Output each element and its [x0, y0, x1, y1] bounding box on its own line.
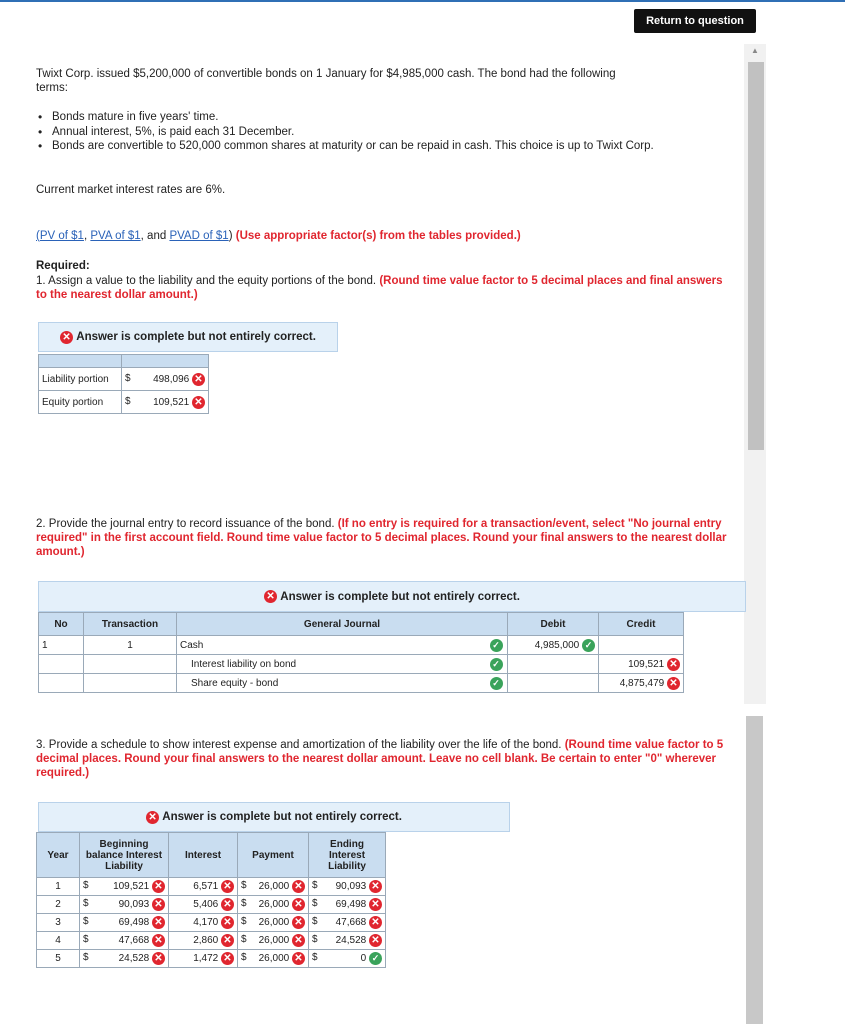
x-circle-icon: ✕ [146, 811, 159, 824]
x-circle-icon: ✕ [152, 916, 165, 929]
liability-portion-label: Liability portion [39, 368, 122, 391]
terms-list [36, 110, 756, 154]
beginning-value[interactable]: 90,093 [118, 899, 150, 911]
table-row [39, 636, 684, 655]
currency-symbol: $ [83, 952, 89, 963]
list-item: • Bonds mature in five years' time. [50, 110, 756, 125]
account-select[interactable]: Cash [177, 636, 486, 655]
payment-cell[interactable] [238, 950, 309, 968]
credit-value[interactable]: 4,875,479 [619, 677, 665, 689]
x-circle-icon: ✕ [264, 590, 277, 603]
table-row [37, 896, 386, 914]
check-circle-icon: ✓ [490, 677, 503, 690]
x-circle-icon: ✕ [369, 916, 382, 929]
ending-value[interactable]: 90,093 [335, 881, 367, 893]
ending-cell[interactable] [309, 932, 386, 950]
payment-value[interactable]: 26,000 [258, 953, 290, 965]
payment-value[interactable]: 26,000 [258, 881, 290, 893]
currency-symbol: $ [312, 916, 318, 927]
interest-value[interactable]: 4,170 [193, 917, 219, 929]
x-circle-icon: ✕ [192, 396, 205, 409]
table-header-cell [39, 355, 122, 368]
required-heading: Required: [36, 260, 90, 272]
link-separator: , and [140, 230, 170, 242]
amortization-schedule-table [36, 832, 386, 968]
beginning-cell[interactable] [80, 896, 169, 914]
top-border [0, 0, 845, 2]
question-2-text: 2. Provide the journal entry to record issuance of the bond. [36, 518, 335, 530]
answer-status-banner-3 [38, 802, 510, 832]
col-header-beginning-balance: Beginning balance Interest Liability [80, 833, 169, 878]
x-circle-icon: ✕ [292, 880, 305, 893]
transaction-number: 1 [84, 636, 177, 655]
return-to-question-button[interactable]: Return to question [634, 9, 756, 33]
banner-text: Answer is complete but not entirely correct. [280, 590, 520, 603]
col-header-credit: Credit [599, 613, 684, 636]
x-circle-icon: ✕ [192, 373, 205, 386]
x-circle-icon: ✕ [369, 898, 382, 911]
interest-value[interactable]: 5,406 [193, 899, 219, 911]
currency-symbol: $ [83, 916, 89, 927]
currency-symbol: $ [241, 916, 247, 927]
pva-of-1-link[interactable]: PVA of $1 [90, 230, 141, 242]
table-row [37, 914, 386, 932]
equity-portion-label: Equity portion [39, 391, 122, 414]
beginning-cell[interactable] [80, 878, 169, 896]
journal-entry-table [38, 612, 684, 693]
interest-cell[interactable] [169, 896, 238, 914]
table-row [37, 932, 386, 950]
liability-portion-value[interactable]: 498,096 [153, 373, 190, 385]
question-3 [36, 738, 736, 780]
market-rate-text: Current market interest rates are 6%. [36, 184, 226, 196]
table-header-cell [122, 355, 209, 368]
currency-symbol: $ [125, 395, 131, 407]
scrollbar-thumb-lower[interactable] [746, 716, 763, 1024]
pvad-of-1-link[interactable]: PVAD of $1 [169, 230, 229, 242]
link-close-paren: ) [228, 230, 233, 242]
list-item: • Annual interest, 5%, is paid each 31 December. [50, 125, 756, 140]
table-row [39, 391, 209, 414]
year-cell: 1 [37, 878, 80, 896]
currency-symbol: $ [312, 934, 318, 945]
year-cell: 3 [37, 914, 80, 932]
interest-cell[interactable] [169, 932, 238, 950]
x-circle-icon: ✕ [152, 952, 165, 965]
x-circle-icon: ✕ [667, 677, 680, 690]
factor-tables-links [36, 229, 736, 243]
currency-symbol: $ [125, 372, 131, 384]
table-row [37, 950, 386, 968]
debit-cell[interactable] [508, 655, 599, 674]
payment-cell[interactable] [238, 932, 309, 950]
currency-symbol: $ [83, 880, 89, 891]
x-circle-icon: ✕ [369, 934, 382, 947]
debit-cell[interactable] [508, 674, 599, 693]
beginning-cell[interactable] [80, 950, 169, 968]
question-2 [36, 517, 736, 559]
table-row [37, 878, 386, 896]
credit-cell[interactable] [599, 636, 684, 655]
payment-value[interactable]: 26,000 [258, 917, 290, 929]
currency-symbol: $ [312, 952, 318, 963]
col-header-ending-balance: Ending Interest Liability [309, 833, 386, 878]
account-status [485, 655, 508, 674]
question-3-text: 3. Provide a schedule to show interest expense and amortization of the liability over the life of the bond. [36, 739, 562, 751]
col-header-interest: Interest [169, 833, 238, 878]
intro-line-2: terms: [36, 82, 68, 94]
beginning-value[interactable]: 24,528 [118, 953, 150, 965]
interest-value[interactable]: 1,472 [193, 953, 219, 965]
entry-number-empty [39, 674, 84, 693]
x-circle-icon: ✕ [292, 916, 305, 929]
portion-values-table [38, 354, 209, 414]
col-header-general-journal: General Journal [177, 613, 508, 636]
credit-cell[interactable] [599, 655, 684, 674]
debit-value[interactable]: 4,985,000 [534, 639, 580, 651]
equity-portion-cell[interactable] [122, 391, 209, 414]
currency-symbol: $ [312, 898, 318, 909]
payment-cell[interactable] [238, 896, 309, 914]
col-header-no: No [39, 613, 84, 636]
payment-cell[interactable] [238, 878, 309, 896]
account-select[interactable]: Share equity - bond [177, 674, 486, 693]
currency-symbol: $ [312, 880, 318, 891]
transaction-number-empty [84, 674, 177, 693]
ending-value[interactable]: 69,498 [335, 899, 367, 911]
x-circle-icon: ✕ [292, 898, 305, 911]
transaction-number-empty [84, 655, 177, 674]
factor-tables-note: (Use appropriate factor(s) from the tables provided.) [235, 230, 521, 242]
question-1 [36, 274, 736, 302]
col-header-payment: Payment [238, 833, 309, 878]
year-cell: 5 [37, 950, 80, 968]
payment-value[interactable]: 26,000 [258, 935, 290, 947]
interest-cell[interactable] [169, 914, 238, 932]
debit-cell[interactable] [508, 636, 599, 655]
check-circle-icon: ✓ [582, 639, 595, 652]
answer-status-banner-2 [38, 581, 746, 612]
table-row [39, 674, 684, 693]
x-circle-icon: ✕ [667, 658, 680, 671]
ending-value[interactable]: 24,528 [335, 935, 367, 947]
x-circle-icon: ✕ [221, 934, 234, 947]
interest-value[interactable]: 2,860 [193, 935, 219, 947]
year-cell: 4 [37, 932, 80, 950]
payment-cell[interactable] [238, 914, 309, 932]
x-circle-icon: ✕ [292, 952, 305, 965]
table-row [39, 368, 209, 391]
ending-cell[interactable] [309, 896, 386, 914]
beginning-cell[interactable] [80, 914, 169, 932]
beginning-cell[interactable] [80, 932, 169, 950]
x-circle-icon: ✕ [152, 898, 165, 911]
equity-portion-value[interactable]: 109,521 [153, 396, 190, 408]
beginning-value[interactable]: 109,521 [113, 881, 150, 893]
x-circle-icon: ✕ [60, 331, 73, 344]
problem-statement [36, 67, 736, 95]
pv-of-1-link[interactable]: PV of $1 [39, 230, 84, 242]
x-circle-icon: ✕ [221, 880, 234, 893]
banner-text: Answer is complete but not entirely correct. [162, 811, 402, 823]
question-2-note: (If no entry is required for a transaction/event, select "No journal entry required" in the first account field. Round time value factor to 5 decimal places. Round your final answers to the nearest dollar amount.) [36, 518, 727, 558]
x-circle-icon: ✕ [369, 880, 382, 893]
x-circle-icon: ✕ [221, 898, 234, 911]
year-cell: 2 [37, 896, 80, 914]
currency-symbol: $ [83, 934, 89, 945]
check-circle-icon: ✓ [490, 639, 503, 652]
intro-line-1: Twixt Corp. issued $5,200,000 of convertible bonds on 1 January for $4,985,000 cash. The bond had the following [36, 68, 616, 80]
x-circle-icon: ✕ [221, 916, 234, 929]
check-circle-icon: ✓ [369, 952, 382, 965]
scroll-up-arrow-icon[interactable]: ▲ [751, 46, 759, 55]
account-status [485, 674, 508, 693]
x-circle-icon: ✕ [221, 952, 234, 965]
payment-value[interactable]: 26,000 [258, 899, 290, 911]
account-select[interactable]: Interest liability on bond [177, 655, 486, 674]
account-status [485, 636, 508, 655]
col-header-transaction: Transaction [84, 613, 177, 636]
beginning-value[interactable]: 69,498 [118, 917, 150, 929]
currency-symbol: $ [241, 898, 247, 909]
ending-cell[interactable] [309, 950, 386, 968]
beginning-value[interactable]: 47,668 [118, 935, 150, 947]
credit-cell[interactable] [599, 674, 684, 693]
link-separator: , [83, 230, 91, 242]
ending-value[interactable]: 0 [360, 953, 367, 965]
answer-status-banner-1 [38, 322, 338, 352]
question-1-text: 1. Assign a value to the liability and the equity portions of the bond. [36, 275, 377, 287]
x-circle-icon: ✕ [152, 934, 165, 947]
x-circle-icon: ✕ [292, 934, 305, 947]
check-circle-icon: ✓ [490, 658, 503, 671]
entry-number-empty [39, 655, 84, 674]
ending-value[interactable]: 47,668 [335, 917, 367, 929]
entry-number: 1 [39, 636, 84, 655]
currency-symbol: $ [241, 952, 247, 963]
currency-symbol: $ [241, 880, 247, 891]
col-header-debit: Debit [508, 613, 599, 636]
currency-symbol: $ [241, 934, 247, 945]
table-row [39, 655, 684, 674]
col-header-year: Year [37, 833, 80, 878]
interest-cell[interactable] [169, 878, 238, 896]
liability-portion-cell[interactable] [122, 368, 209, 391]
question-3-note: (Round time value factor to 5 decimal places. Round your final answers to the nearest dollar amount. Leave no cell blank. Be certain to enter "0" wherever required.) [36, 739, 724, 779]
question-1-note: (Round time value factor to 5 decimal places and final answers to the nearest dollar amount.) [36, 275, 723, 301]
x-circle-icon: ✕ [152, 880, 165, 893]
interest-cell[interactable] [169, 950, 238, 968]
currency-symbol: $ [83, 898, 89, 909]
banner-text: Answer is complete but not entirely correct. [76, 331, 316, 343]
interest-value[interactable]: 6,571 [193, 881, 219, 893]
ending-cell[interactable] [309, 878, 386, 896]
link-open-paren[interactable]: ( [36, 230, 40, 242]
ending-cell[interactable] [309, 914, 386, 932]
list-item: • Bonds are convertible to 520,000 common shares at maturity or can be repaid in cash. This choice is up to Twixt Corp. [50, 139, 756, 154]
credit-value[interactable]: 109,521 [628, 658, 665, 670]
